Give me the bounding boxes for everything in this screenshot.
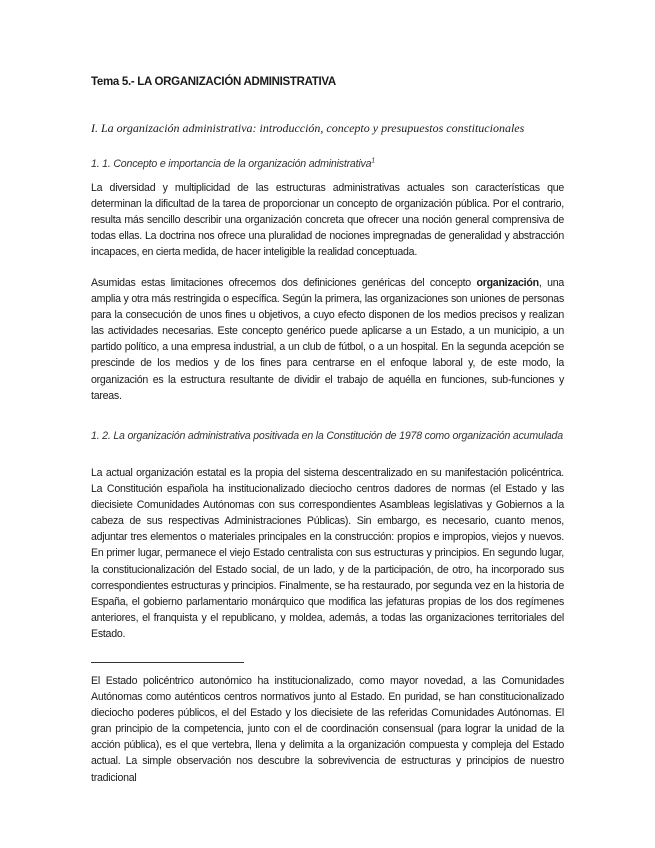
- footnote-separator: [91, 662, 244, 663]
- paragraph-2-rest: , una amplia y otra más restringida o específica. Según la primera, las organizaciones son uniones de personas para la consecución de unos fines u objetivos, a cuyo efecto disponen de los medios precisos y realizan las actividades necesarias. Este concepto genérico puede aplicarse a un Estado, a un municipio, a un partido político, a una empresa industrial, a un club de fútbol, o a un hospital. En la segunda acepción se prescinde de los medios y de los fines para centrarse en el enfoque laboral y, de este modo, la organización es la estructura resultante de dividir el trabajo de aquélla en funciones, sub-funciones y tareas.: [91, 277, 565, 402]
- document-title: Tema 5.- LA ORGANIZACIÓN ADMINISTRATIVA: [91, 76, 336, 88]
- subsection-heading-1-text: 1. 1. Concepto e importancia de la organización administrativa: [91, 158, 372, 170]
- paragraph-1: La diversidad y multiplicidad de las estructuras administrativas actuales son características que determinan la dificultad de la tarea de proporcionar un concepto de organización pública. Por el contrario, resulta más sencillo describir una organización concreta que ofrecer una noción general comprensiva de todas ellas. La doctrina nos ofrece una pluralidad de nociones impregnadas de generalidad y abstracción incapaces, en cierta medida, de hacer inteligible la realidad conceptuada.: [91, 182, 564, 259]
- paragraph-2: [91, 275, 564, 404]
- section-heading: I. La organización administrativa: introducción, concepto y presupuestos constitucionales: [91, 121, 525, 135]
- footnote-text: El Estado policéntrico autonómico ha institucionalizado, como mayor novedad, a las Comunidades Autónomas como auténticos centros normativos junto al Estado. En puridad, se han constitucionalizado dieciocho poderes públicos, el del Estado y los diecisiete de las referidas Comunidades Autónomas. El gran principio de la competencia, junto con el de coordinación consensual (para lograr la unidad de la acción pública), es el que vertebra, llena y delimita a la organización compuesta y compleja del Estado actual. La simple observación nos descubre la sobrevivencia de estructuras y principios de nuestro tradicional: [91, 675, 564, 784]
- subsection-heading-2: 1. 2. La organización administrativa positivada en la Constitución de 1978 como organización acumulada: [91, 430, 563, 442]
- paragraph-2-bold-term: organización: [476, 277, 539, 289]
- paragraph-3: La actual organización estatal es la propia del sistema descentralizado en su manifestación policéntrica. La Constitución española ha institucionalizado dieciocho centros dadores de normas (el Estado y las diecisiete Comunidades Autónomas con sus correspondientes Asambleas legislativas y Gobiernos a la cabeza de sus respectivas Administraciones Públicas). Sin embargo, es necesario, cuanto menos, adjuntar tres elementos o materiales principales en la construcción: propios e impropios, viejos y nuevos. En primer lugar, permanece el viejo Estado centralista con sus estructuras y principios. En segundo lugar, la constitucionalización del Estado social, de un lado, y de la participación, de otro, ha incorporado sus correspondientes estructuras y principios. Finalmente, se ha restaurado, por segunda vez en la historia de España, el gobierno parlamentario monárquico que modifica las jefaturas propias de los dos regímenes anteriores, el franquista y el republicano, y moldea, además, a todas las organizaciones territoriales del Estado.: [91, 467, 564, 640]
- paragraph-2-lead: Asumidas estas limitaciones ofrecemos dos definiciones genéricas del concepto: [91, 277, 477, 289]
- footnote-reference: 1: [371, 157, 375, 165]
- subsection-heading-1: [91, 156, 564, 172]
